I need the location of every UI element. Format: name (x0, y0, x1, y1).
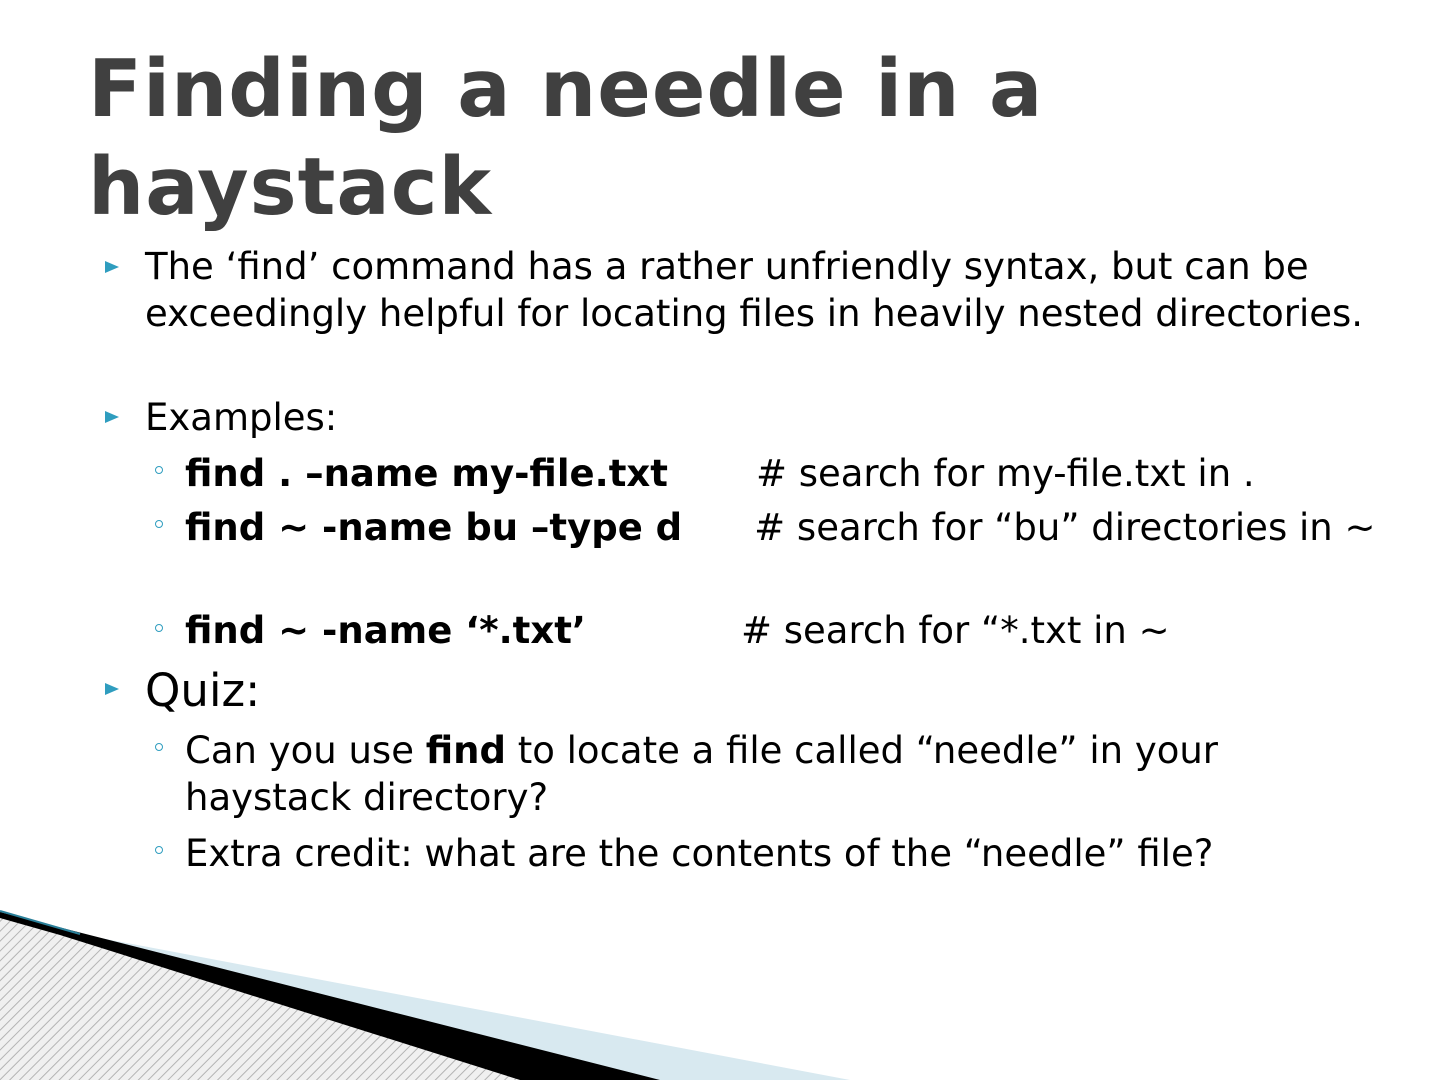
sub-bullet-circle-icon (155, 846, 163, 854)
quiz-extra-credit: Extra credit: what are the contents of the “needle” file? (185, 832, 1214, 875)
quiz-question-text: to locate a file called “needle” in your haystack directory? (185, 729, 1219, 819)
example-item (185, 607, 1385, 654)
sub-bullet-circle-icon (155, 466, 163, 474)
quiz-command: find (425, 729, 506, 772)
example-comment: # search for my-file.txt in . (755, 452, 1255, 495)
example-command: find . –name my-file.txt (185, 452, 668, 495)
bullet-arrow-icon (105, 261, 119, 273)
sub-bullet-circle-icon (155, 743, 163, 751)
bullet-arrow-icon (105, 683, 119, 695)
example-item (185, 504, 1385, 551)
sub-bullet-circle-icon (155, 624, 163, 632)
bullet-arrow-icon (105, 411, 119, 423)
examples-label: Examples: (145, 396, 338, 439)
intro-text: The ‘find’ command has a rather unfriendly syntax, but can be exceedingly helpful for locating files in heavily nested directories. (145, 245, 1364, 335)
decorative-corner-swoosh (0, 880, 900, 1080)
example-command: find ~ -name bu –type d (185, 506, 683, 549)
example-command: find ~ -name ‘*.txt’ (185, 609, 586, 652)
slide-title: Finding a needle in a haystack (88, 43, 1044, 233)
quiz-question-text: Can you use (185, 729, 426, 772)
quiz-question (185, 727, 1385, 821)
example-item (185, 450, 1385, 497)
example-comment: # search for “bu” directories in ~ (754, 506, 1376, 549)
example-comment: # search for “*.txt in ~ (740, 609, 1170, 652)
sub-bullet-circle-icon (155, 520, 163, 528)
quiz-label: Quiz: (145, 664, 261, 717)
hatched-panel (0, 918, 520, 1080)
